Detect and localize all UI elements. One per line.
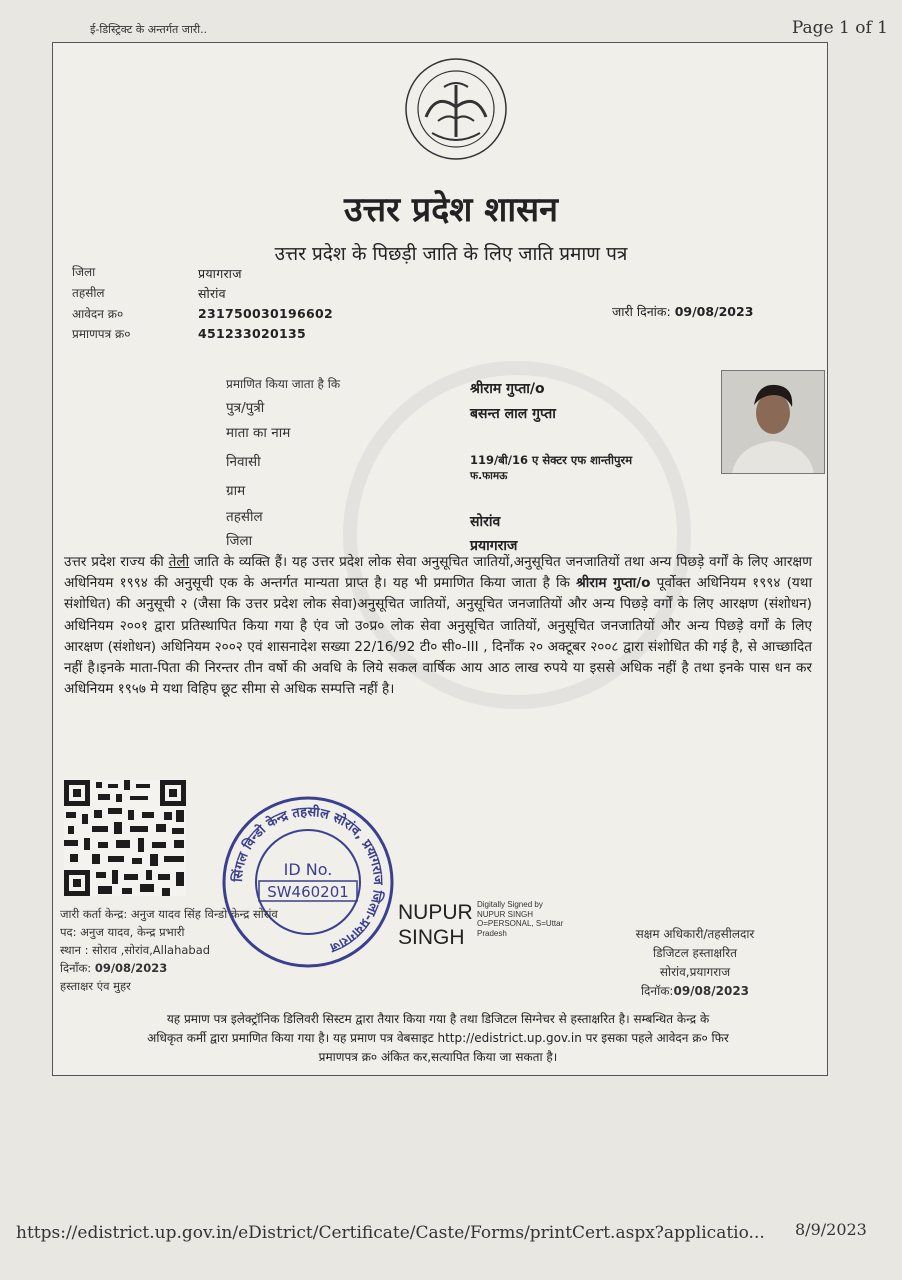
issue-date bbox=[612, 303, 753, 320]
signer-name-line-1: NUPUR bbox=[398, 901, 473, 924]
authority-place: सोरांव,प्रयागराज bbox=[659, 965, 731, 979]
footer-line-3: प्रमाणपत्र क्र० अंकित कर,सत्यापित किया जा सकता है। bbox=[318, 1050, 558, 1064]
body-part-3: पूर्वोक्त अधिनियम १९९४ (यथा संशोधित) की अनुसूची २ (जैसा कि उत्तर प्रदेश लोक सेवा)अनुसूचित जातियों, अनुसूचित जनजातियों और अन्य पिछड़े वर्गों के लिए आरक्षण (संशोधन) अधिनियम २००१ द्वारा प्रतिस्थापित किया गया है एंव जो उ०प्र० लोक सेवा अनुसूचित जातियों, अनुसूचित जनजातियों और अन्य पिछड़े वर्गों के लिए आरक्षण (संशोधन) अधिनियम २००२ एवं शासनादेश सख्या 22/16/92 टी० सी०-III , दिनाँक २० अक्टूबर २००८ द्वारा संशोधित की गई है, से आच्छादित नहीं है।इनके माता-पिता की निरन्तर तीन वर्षो की अवधि के लिये सकल वार्षिक आय आठ लाख रुपये या इससे अधिक नहीं है तथा इनके पास धन कर अधिनियम १९५७ मे यथा विहिप छूट सीमा से अधिक सम्पत्ति नहीं है। bbox=[64, 575, 812, 698]
applicant-photo bbox=[721, 370, 825, 474]
field-label-tehsil: तहसील bbox=[226, 509, 263, 525]
meta-value-district: प्रयागराज bbox=[198, 266, 242, 281]
field-label-village: ग्राम bbox=[226, 483, 246, 499]
digital-signature-details bbox=[477, 900, 563, 938]
issue-date-label: जारी दिनांक: bbox=[612, 304, 671, 319]
stamp-ring-text: सिंगल विन्डो केन्द्र तहसील सोरांव, प्रयागराज जिला-प्रयागराज bbox=[230, 804, 386, 955]
digital-signer-name bbox=[398, 900, 473, 950]
issuer-block bbox=[60, 905, 278, 995]
field-label-district: जिला bbox=[226, 533, 253, 549]
field-value-village: फ.फामऊ bbox=[470, 470, 508, 482]
field-value-district: प्रयागराज bbox=[470, 538, 518, 554]
digital-signature-line-4: Pradesh bbox=[477, 928, 507, 938]
person-photo-icon bbox=[722, 371, 824, 473]
issuer-centre: जारी कर्ता केन्द्र: अनुज यादव सिंह विन्डो केन्द्र सोरांव bbox=[60, 907, 278, 921]
issuer-post: पद: अनुज यादव, केन्द्र प्रभारी bbox=[60, 925, 185, 939]
certificate-body bbox=[64, 552, 812, 700]
body-part-2: जाति के व्यक्ति हैं। यह उत्तर प्रदेश लोक सेवा अनुसूचित जातियों,अनुसूचित जनजातियों तथा अन्य पिछड़े वर्गों के लिए आरक्षण अधिनियम १९९४ की अनुसूची एक के अन्तर्गत मान्यता प्राप्त है। यह भी प्रमाणित किया जाता है कि bbox=[64, 554, 812, 592]
body-name: श्रीराम गुप्ता/o bbox=[576, 575, 651, 592]
meta-value-tehsil: सोरांव bbox=[198, 286, 226, 301]
issuer-date-label: दिनाँक: bbox=[60, 961, 92, 975]
field-label-mother: माता का नाम bbox=[226, 425, 291, 441]
caste-name: तेली bbox=[168, 554, 190, 570]
issuer-sign: हस्ताक्षर एंव मुहर bbox=[60, 979, 131, 993]
field-label-son-daughter: पुत्र/पुत्री bbox=[226, 400, 265, 416]
digital-signature-line-1: Digitally Signed by bbox=[477, 900, 543, 909]
up-emblem-icon bbox=[404, 57, 508, 161]
authority-block bbox=[600, 925, 790, 1001]
certificate-title: उत्तर प्रदेश शासन bbox=[343, 190, 558, 230]
field-label-resident: निवासी bbox=[226, 454, 261, 470]
print-date: 8/9/2023 bbox=[795, 1220, 867, 1239]
stamp-id-value: SW460201 bbox=[267, 883, 349, 901]
print-url: https://edistrict.up.gov.in/eDistrict/Certificate/Caste/Forms/printCert.aspx?applicatio... bbox=[16, 1223, 765, 1243]
meta-label-tehsil: तहसील bbox=[72, 286, 105, 300]
field-value-address: 119/बी/16 ए सेक्टर एफ शान्तीपुरम bbox=[470, 453, 633, 467]
field-value-father: बसन्त लाल गुप्ता bbox=[470, 406, 556, 422]
meta-label-district: जिला bbox=[72, 265, 96, 279]
digital-signature-line-2: NUPUR SINGH bbox=[477, 909, 534, 919]
footer-line-1: यह प्रमाण पत्र इलेक्ट्रॉनिक डिलिवरी सिस्टम द्वारा तैयार किया गया है तथा डिजिटल सिग्नेचर से हस्ताक्षरित है। सम्बन्धित केन्द्र के bbox=[166, 1012, 710, 1026]
signer-name-line-2: SINGH bbox=[398, 926, 465, 949]
field-value-tehsil: सोरांव bbox=[470, 514, 501, 530]
field-value-name: श्रीराम गुप्ता/o bbox=[470, 381, 545, 397]
authority-title: सक्षम अधिकारी/तहसीलदार bbox=[635, 927, 755, 941]
authority-date-label: दिनॉक: bbox=[640, 984, 674, 998]
footer-line-2: अधिकृत कर्मी द्वारा प्रमाणित किया गया है। यह प्रमाण पत्र वेबसाइट http://edistrict.up.gov.in पर इसका पहले आवेदन क्र० फिर bbox=[147, 1031, 729, 1045]
meta-label-application-no: आवेदन क्र० bbox=[72, 307, 124, 321]
meta-value-application-no: 231750030196602 bbox=[198, 306, 333, 321]
field-label-certified: प्रमाणित किया जाता है कि bbox=[226, 377, 341, 391]
meta-value-certificate-no: 451233020135 bbox=[198, 326, 306, 341]
issue-date-value: 09/08/2023 bbox=[674, 304, 754, 319]
qr-code-icon bbox=[64, 780, 186, 896]
print-header-text: ई-डिस्ट्रिक्ट के अन्तर्गत जारी.. bbox=[90, 23, 208, 36]
meta-label-certificate-no: प्रमाणपत्र क्र० bbox=[72, 327, 131, 341]
issuer-date-value: 09/08/2023 bbox=[94, 961, 168, 975]
issuer-place: स्थान : सोराव ,सोरांव,Allahabad bbox=[60, 943, 211, 957]
authority-date-value: 09/08/2023 bbox=[673, 984, 750, 998]
authority-sign: डिजिटल हस्ताक्षरित bbox=[653, 946, 737, 960]
digital-signature-line-3: O=PERSONAL, S=Uttar bbox=[477, 919, 564, 928]
body-part-1: उत्तर प्रदेश राज्य की bbox=[64, 554, 169, 570]
authority-date-row bbox=[600, 982, 790, 1001]
certificate-subtitle: उत्तर प्रदेश के पिछड़ी जाति के लिए जाति प्रमाण पत्र bbox=[274, 243, 628, 265]
certificate-footer bbox=[68, 1010, 808, 1067]
stamp-id-label: ID No. bbox=[283, 860, 333, 879]
page-number: Page 1 of 1 bbox=[791, 18, 888, 38]
issuer-date-row bbox=[60, 959, 278, 977]
